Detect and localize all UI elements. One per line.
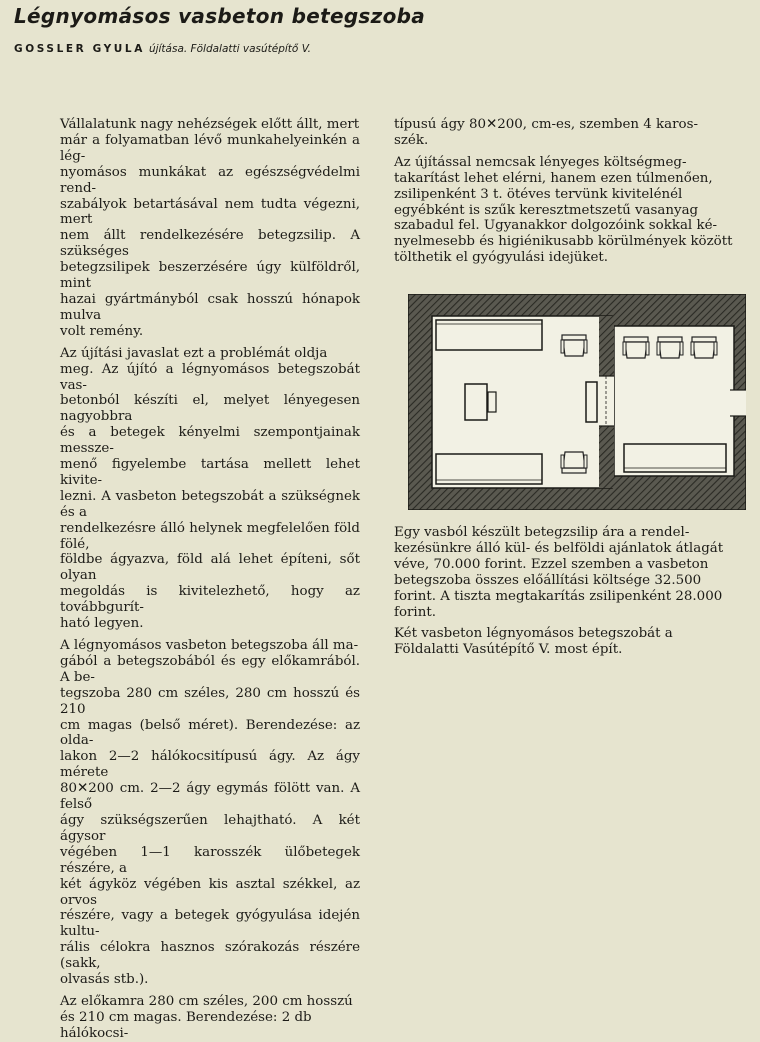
plan-armchair-top bbox=[561, 335, 587, 356]
plan-antechamber-armchair-2 bbox=[657, 337, 683, 358]
plan-partition-door bbox=[599, 376, 614, 426]
paragraph-continuation: típusú ágy 80✕200, cm-es, szemben 4 karos- szék. bbox=[394, 117, 699, 148]
byline-description: újítása. Földalatti vasútépítő V. bbox=[148, 43, 312, 55]
plan-table-right bbox=[586, 382, 597, 422]
plan-table-chair-left bbox=[488, 392, 496, 412]
right-text-column-top bbox=[394, 117, 747, 266]
plan-armchair-bottom bbox=[561, 452, 587, 473]
plan-table-left bbox=[465, 384, 487, 420]
paragraph-intro: Vállalatunk nagy nehézségek előtt állt, mert már a folyamatban lévő munkahelyeinkén a lég- nyomásos munkákat az egészségvédelmi rend- szabályok betartásával nem tudta végezni, mert nem állt rendelkezésére betegzsilip. A szükséges betegzsilipek beszerzésére úgy külföldről, mint hazai gyártmányból csak hosszú hónapok mulva volt remény. bbox=[60, 117, 360, 339]
paragraph-savings: Az újítással nemcsak lényeges költségmeg- takarítást lehet elérni, hanem ezen túlmenően, zsilipenként 3 t. ötéves tervünk kivitelénél egyébként is szűk keresztmetszetű vasanyag szabadul fel. Ugyanakkor dolgozóink sokkal ké- nyelmesebb és higiénikusabb körülmények között tölthetik el gyógyulási idejüket. bbox=[394, 154, 733, 266]
article-byline bbox=[14, 43, 311, 55]
paragraph-description: A légnyomásos vasbeton betegszoba áll ma- gából a betegszobából és egy előkamrából. A be- tegszoba 280 cm széles, 280 cm hosszú és 210 cm magas (belső méret). Berendezése: az olda- lakon 2—2 hálókocsitípusú ágy. Az ágy mérete 80✕200 cm. 2—2 ágy egymás fölött van. A felső ágy szükségszerűen lehajtható. A két ágysor végében 1—1 karosszék ülőbetegek részére, a két ágyköz végében kis asztal székkel, az orvos részére, vagy a betegek gyógyulása idején kultu- rális célokra hasznos szórakozás részére (sakk, olvasás stb.). bbox=[60, 638, 360, 988]
plan-antechamber-armchair-1 bbox=[623, 337, 649, 358]
floor-plan-figure bbox=[408, 294, 746, 510]
paragraph-proposal: Az újítási javaslat ezt a problémát oldja meg. Az újító a légnyomásos betegszobát vas- betonból készíti el, melyet lényegesen nagyobbra és a betegek kényelmi szempontjainak messze- menő figyelembe tartása mellett lehet kivite- lezni. A vasbeton betegszobát a szükségnek és a rendelkezésre álló helynek megfelelően föld fölé, földbe ágyazva, föld alá lehet építeni, sőt olyan megoldás is kivitelezhető, hogy az továbbgurít- ható legyen. bbox=[60, 345, 360, 632]
plan-bed-top bbox=[436, 320, 542, 350]
plan-bed-bottom bbox=[436, 454, 542, 484]
paragraph-antechamber: Az előkamra 280 cm széles, 200 cm hosszú és 210 cm magas. Berendezése: 2 db hálókocsi- bbox=[60, 993, 353, 1041]
plan-entrance bbox=[730, 390, 746, 416]
plan-antechamber-armchair-3 bbox=[691, 337, 717, 358]
right-text-column-bottom bbox=[394, 525, 747, 658]
article-title: Légnyomásos vasbeton betegszoba bbox=[14, 4, 426, 28]
author-name: GOSSLER GYULA bbox=[14, 43, 145, 55]
paragraph-cost: Egy vasból készült betegzsilip ára a rendel- kezésünkre álló kül- és belföldi ajánlatok átlagát véve, 70.000 forint. Ezzel szemben a vasbeton betegszoba összes előállítási költsége 32.500 forint. A tiszta megtakarítás zsilipenként 28.000 forint. bbox=[394, 525, 724, 620]
left-text-column bbox=[60, 117, 360, 1042]
paragraph-construction: Két vasbeton légnyomásos betegszobát a Földalatti Vasútépítő V. most épít. bbox=[394, 626, 673, 658]
